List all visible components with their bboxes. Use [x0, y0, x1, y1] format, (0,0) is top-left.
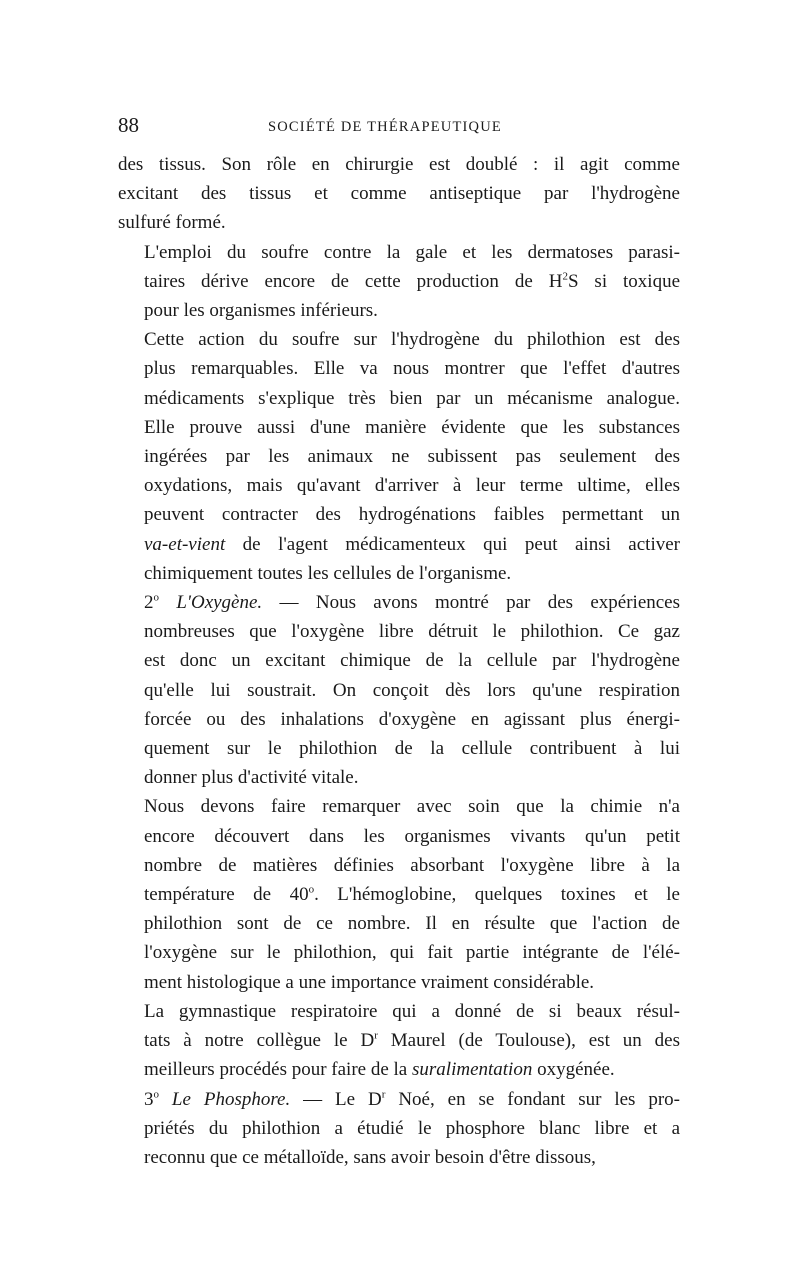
text-run: — Nous avons montré par des expériences [262, 592, 681, 614]
text-line: La gymnastique respiratoire qui a donné de si beaux résul- [144, 1000, 680, 1022]
text-run: — Le D [290, 1088, 382, 1110]
text-run: Maurel (de Toulouse), est un des [377, 1030, 680, 1052]
text-run: S si toxique [567, 270, 681, 292]
paragraph-continuation [118, 150, 680, 238]
section-number: 3 [144, 1088, 154, 1110]
text-line [118, 1055, 680, 1084]
text-line [118, 267, 680, 296]
superscript: o [308, 883, 315, 896]
superscript: r [381, 1088, 386, 1101]
text-line: chimiquement toutes les cellules de l'organisme. [144, 562, 512, 584]
italic-term: va-et-vient [144, 533, 226, 555]
paragraph-action-soufre [118, 325, 680, 588]
section-number: 2 [144, 592, 154, 614]
text-line: ment histologique a une importance vraiment considérable. [144, 971, 595, 993]
text-line: peuvent contracter des hydrogénations faibles permettant un [144, 504, 680, 526]
text-line: Elle prouve aussi d'une manière évidente que les substances [144, 416, 680, 438]
text-line: nombre de matières définies absorbant l'oxygène libre à la [144, 854, 680, 876]
paragraph-phosphore [118, 1085, 680, 1173]
text-line: médicaments s'explique très bien par un mécanisme analogue. [144, 387, 680, 409]
body-text [118, 150, 680, 1172]
text-line: qu'elle lui soustrait. On conçoit dès lors qu'une respiration [144, 679, 680, 701]
text-line: quement sur le philothion de la cellule contribuent à lui [144, 738, 680, 760]
text-line: Nous devons faire remarquer avec soin que la chimie n'a [144, 796, 680, 818]
text-line: l'oxygène sur le philothion, qui fait partie intégrante de l'élé- [144, 942, 680, 964]
text-line: oxydations, mais qu'avant d'arriver à leur terme ultime, elles [144, 475, 680, 497]
text-line: reconnu que ce métalloïde, sans avoir besoin d'être dissous, [144, 1146, 596, 1168]
text-line [118, 588, 680, 617]
section-title: L'Oxygène. [176, 592, 263, 614]
text-line: encore découvert dans les organismes vivants qu'un petit [144, 825, 680, 847]
text-line [118, 1085, 680, 1114]
text-line: Cette action du soufre sur l'hydrogène du philothion est des [144, 329, 680, 351]
text-line: plus remarquables. Elle va nous montrer que l'effet d'autres [144, 358, 680, 380]
text-run: de l'agent médicamenteux qui peut ainsi activer [225, 533, 680, 555]
text-run: oxygénée. [532, 1059, 615, 1081]
page-header [118, 110, 678, 140]
superscript: r [374, 1029, 378, 1042]
text-run: meilleurs procédés pour faire de la [144, 1059, 412, 1081]
text-line: philothion sont de ce nombre. Il en résulte que l'action de [144, 913, 680, 935]
text-line: L'emploi du soufre contre la gale et les dermatoses parasi- [144, 241, 680, 263]
text-line [118, 530, 680, 559]
text-line: sulfuré formé. [118, 212, 226, 234]
text-line [118, 1026, 680, 1055]
paragraph-chimie [118, 792, 680, 996]
text-run: . L'hémoglobine, quelques toxines et le [314, 884, 680, 906]
text-run: tats à notre collègue le D [144, 1030, 375, 1052]
text-line [118, 880, 680, 909]
section-title: Le Phosphore. [171, 1088, 291, 1110]
superscript: o [153, 1088, 159, 1101]
text-line: forcée ou des inhalations d'oxygène en agissant plus énergi- [144, 708, 680, 730]
page-number: 88 [118, 113, 139, 137]
superscript: 2 [562, 270, 568, 283]
running-head: SOCIÉTÉ DE THÉRAPEUTIQUE [268, 119, 502, 135]
text-run: taires dérive encore de cette production de H [144, 270, 563, 292]
superscript: o [153, 591, 159, 604]
text-line: priétés du philothion a étudié le phosphore blanc libre et a [144, 1117, 680, 1139]
paragraph-gymnastique [118, 997, 680, 1085]
text-line: pour les organismes inférieurs. [144, 300, 378, 322]
text-line: donner plus d'activité vitale. [144, 767, 359, 789]
italic-term: suralimentation [412, 1059, 533, 1081]
text-line: excitant des tissus et comme antiseptique par l'hydrogène [118, 183, 680, 205]
text-line: est donc un excitant chimique de la cellule par l'hydrogène [144, 650, 680, 672]
text-line: des tissus. Son rôle en chirurgie est doublé : il agit comme [118, 154, 680, 175]
text-run: Noé, en se fondant sur les pro- [385, 1088, 681, 1110]
paragraph-oxygene [118, 588, 680, 792]
text-line: ingérées par les animaux ne subissent pas seulement des [144, 446, 680, 468]
text-line: nombreuses que l'oxygène libre détruit le philothion. Ce gaz [144, 621, 680, 643]
text-run: température de 40 [144, 884, 309, 906]
paragraph-soufre-gale [118, 238, 680, 326]
